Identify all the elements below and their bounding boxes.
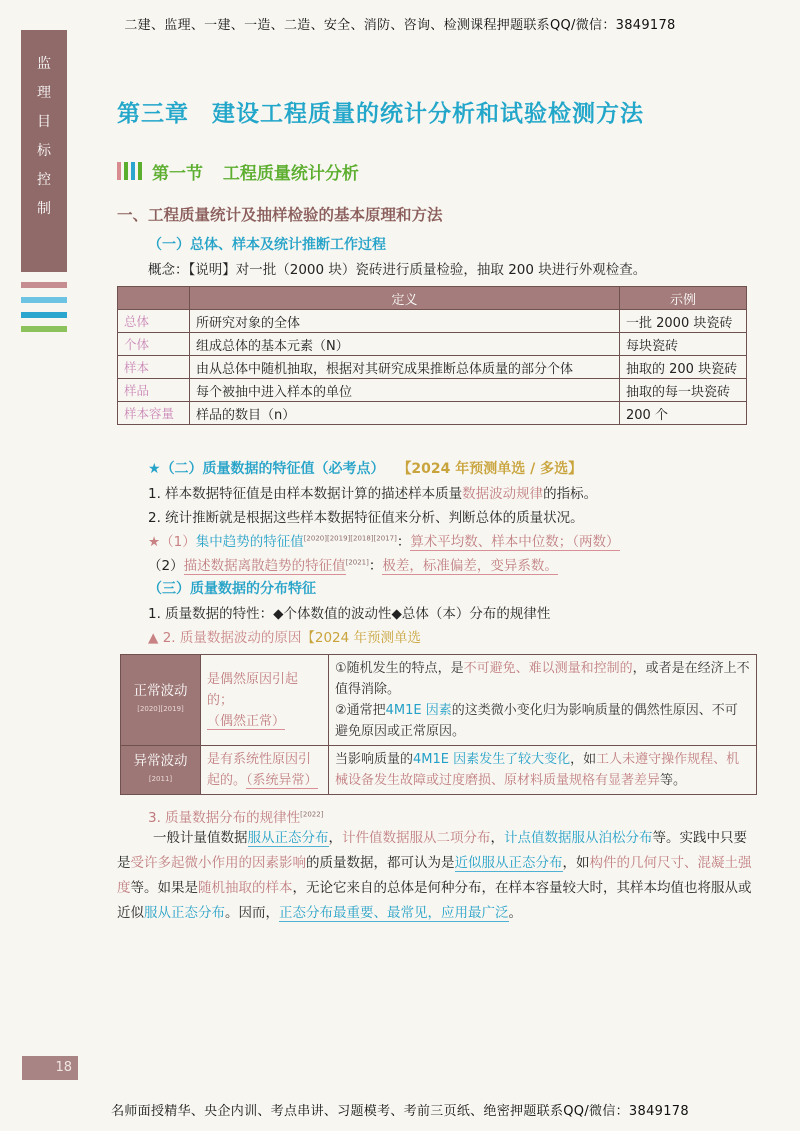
distribution-paragraph [117,826,757,926]
table-header-blank [118,287,190,310]
table-row [118,379,747,402]
year-tag: [2022] [300,810,324,819]
definition-cell: 组成总体的基本元素（N） [190,333,620,356]
text-run: 等。实践中只要是 [117,830,747,871]
table-header-row [118,287,747,310]
side-char: 目 [37,114,51,130]
side-char: 理 [37,85,51,101]
example-cell: 抽取的 200 块瓷砖 [620,356,747,379]
header-banner: 二建、监理、一建、一造、二造、安全、消防、咨询、检测课程押题联系QQ/微信：3849178 [124,18,676,33]
kind-label: 正常波动 [133,683,188,699]
text-run: 是偶然原因引起的； [207,671,299,708]
term-cell: 个体 [118,333,190,356]
kind-label: 异常波动 [133,753,188,769]
table-header-definition: 定义 [190,287,620,310]
table-row [118,333,747,356]
year-tag: [2011] [148,775,173,783]
highlight-run: 工人未遵守操作规程、机械设备发生故障或过度磨损、原材料质量规格有显著差异 [335,752,740,788]
text-run: 2. 质量数据波动的原因 [162,630,302,646]
definition-cell: 每个被抽中进入样本的单位 [190,379,620,402]
heading-1: 一、工程质量统计及抽样检验的基本原理和方法 [117,206,443,224]
definition-table [117,286,747,425]
cause-cell [201,746,329,795]
section-title [117,158,359,184]
concept-line [148,258,646,278]
text-run: ： [368,558,383,574]
desc-line [335,749,750,791]
sub2-item1 [148,530,620,550]
kind-cell [121,655,201,746]
example-cell: 每块瓷砖 [620,333,747,356]
side-stripe-blue [21,312,67,318]
sub1-title: （一）总体、样本及统计推断工作过程 [148,237,386,253]
example-cell: 一批 2000 块瓷砖 [620,310,747,333]
variation-table [120,654,757,795]
highlight-run: 4M1E 因素发生了较大变化 [413,752,571,767]
concept-label: 概念： [148,262,189,278]
side-char: 制 [37,201,51,217]
exam-tag: 【2024 年预测单选 / 多选】 [397,461,583,477]
sub3-line1: 1. 质量数据的特性：◆个体数值的波动性◆总体（本）分布的规律性 [148,606,551,622]
highlight-run: 随机抽取的样本 [198,880,293,896]
highlight-run: （偶然正常） [207,713,286,729]
text-run: 的指标。 [543,486,598,502]
highlight-run: 受许多起微小作用的因素影响 [130,855,306,871]
concept-text: 【说明】对一批（2000 块）瓷砖进行质量检验，抽取 200 块进行外观检查。 [188,262,647,278]
text-run: ，如 [562,855,590,871]
text-run: ， [328,830,342,846]
text-run: 的这类微小变化归为影响质量的偶然性原因、不可避免原因或正常原因。 [335,703,738,739]
text-run: ，如 [570,752,597,767]
table-header-example: 示例 [620,287,747,310]
highlight-run: 服从正态分布 [247,830,329,846]
text-run: 。因而， [225,905,279,921]
definition-cell: 样品的数目（n） [190,402,620,425]
example-cell: 抽取的每一块瓷砖 [620,379,747,402]
side-tab [21,30,67,272]
sub2-line1 [148,482,597,502]
text-run: ①随机发生的特点，是 [335,661,464,676]
term-cell: 样品 [118,379,190,402]
side-char: 控 [37,172,51,188]
highlight-run: 极差，标准偏差，变异系数。 [382,558,558,574]
definition-cell: 由从总体中随机抽取，根据对其研究成果推断总体质量的部分个体 [190,356,620,379]
text-run: 等。如果是 [130,880,198,896]
table-row [121,655,757,746]
highlight-run: 近似服从正态分布 [454,855,563,871]
highlight-run: 不可避免、难以测量和控制的 [463,661,633,676]
term-cell: 总体 [118,310,190,333]
text-run: 3. 质量数据分布的规律性 [148,810,301,826]
footer-banner: 名师面授精华、央企内训、考点串讲、习题模考、考前三页纸、绝密押题联系QQ/微信：3849178 [111,1104,689,1119]
text-run: ，或者是在经济上不值得消除。 [335,661,750,697]
text-run: 。 [508,905,522,921]
sub2-line2: 2. 统计推断就是根据这些样本数据特征值来分析、判断总体的质量状况。 [148,510,584,526]
term-cell: 样本 [118,356,190,379]
text-run: ： [396,534,411,550]
text-run: ②通常把 [335,703,386,718]
text-run: （2） [148,558,184,574]
side-char: 标 [37,143,51,159]
example-cell: 200 个 [620,402,747,425]
side-stripe-cyan [21,297,67,303]
highlight-run: 正态分布最重要、最常见，应用最广泛 [279,905,509,921]
table-row [118,356,747,379]
cause-cell [201,655,329,746]
exam-tag: 【2024 年预测单选 [301,630,422,646]
sub2-title: （二）质量数据的特征值（必考点） [160,461,385,477]
description-cell [329,655,757,746]
term-cell: 样本容量 [118,402,190,425]
text-run: 是有系统性原因引起的。 [207,752,312,788]
highlight-run: 计件值数据服从二项分布 [342,830,491,846]
text-run: 一般计量值数据 [153,830,248,846]
description-cell [329,746,757,795]
year-tag: [2021] [345,558,369,567]
star-icon: ★ [148,461,161,477]
sub3-line2 [148,626,421,646]
text-run: 1. 样本数据特征值是由样本数据计算的描述样本质量 [148,486,463,502]
side-char: 监 [37,56,51,72]
table-row [118,402,747,425]
sub2-title-line [148,458,582,478]
highlight-run: 计点值数据服从泊松分布 [504,830,653,846]
sub3-title: （三）质量数据的分布特征 [148,581,316,597]
table-row [118,310,747,333]
highlight-run: 描述数据离散趋势的特征值 [183,558,346,574]
highlight-run: 构件的几何尺寸、混凝土强度 [117,855,752,896]
year-tag: [2020][2019][2018][2017] [303,534,397,543]
highlight-run: 4M1E 因素 [385,703,452,718]
side-stripe-green [21,326,67,332]
text-run: 等。 [660,773,687,788]
highlight-run: （系统异常） [246,773,318,788]
side-tab-label [21,50,67,224]
text-run: ，无论它来自的总体是何种分布，在样本容量较大时，其样本均值也将服从或近似 [117,880,752,921]
sub3-line3 [148,806,323,826]
text-run: 当影响质量的 [335,752,414,767]
highlight-run: 算术平均数、样本中位数；（两数） [410,534,620,550]
highlight-run: 服从正态分布 [144,905,225,921]
side-stripe-pink [21,282,67,288]
sub2-item2 [148,554,558,574]
kind-cell [121,746,201,795]
desc-line [335,658,750,700]
text-run: ★（1） [148,534,196,550]
triangle-icon: ▲ [148,630,163,646]
section-bars-icon [117,162,142,180]
year-tag: [2020][2019] [137,705,184,713]
text-run: ， [490,830,504,846]
section-title-text: 第一节 工程质量统计分析 [152,163,359,184]
highlight-run: 集中趋势的特征值 [195,534,304,550]
highlight-run: 数据波动规律 [462,486,544,502]
definition-cell: 所研究对象的全体 [190,310,620,333]
page-number: 18 [22,1056,78,1080]
text-run: 的质量数据，都可认为是 [306,855,455,871]
desc-line [335,700,750,742]
chapter-title: 第三章 建设工程质量的统计分析和试验检测方法 [117,101,645,127]
table-row [121,746,757,795]
